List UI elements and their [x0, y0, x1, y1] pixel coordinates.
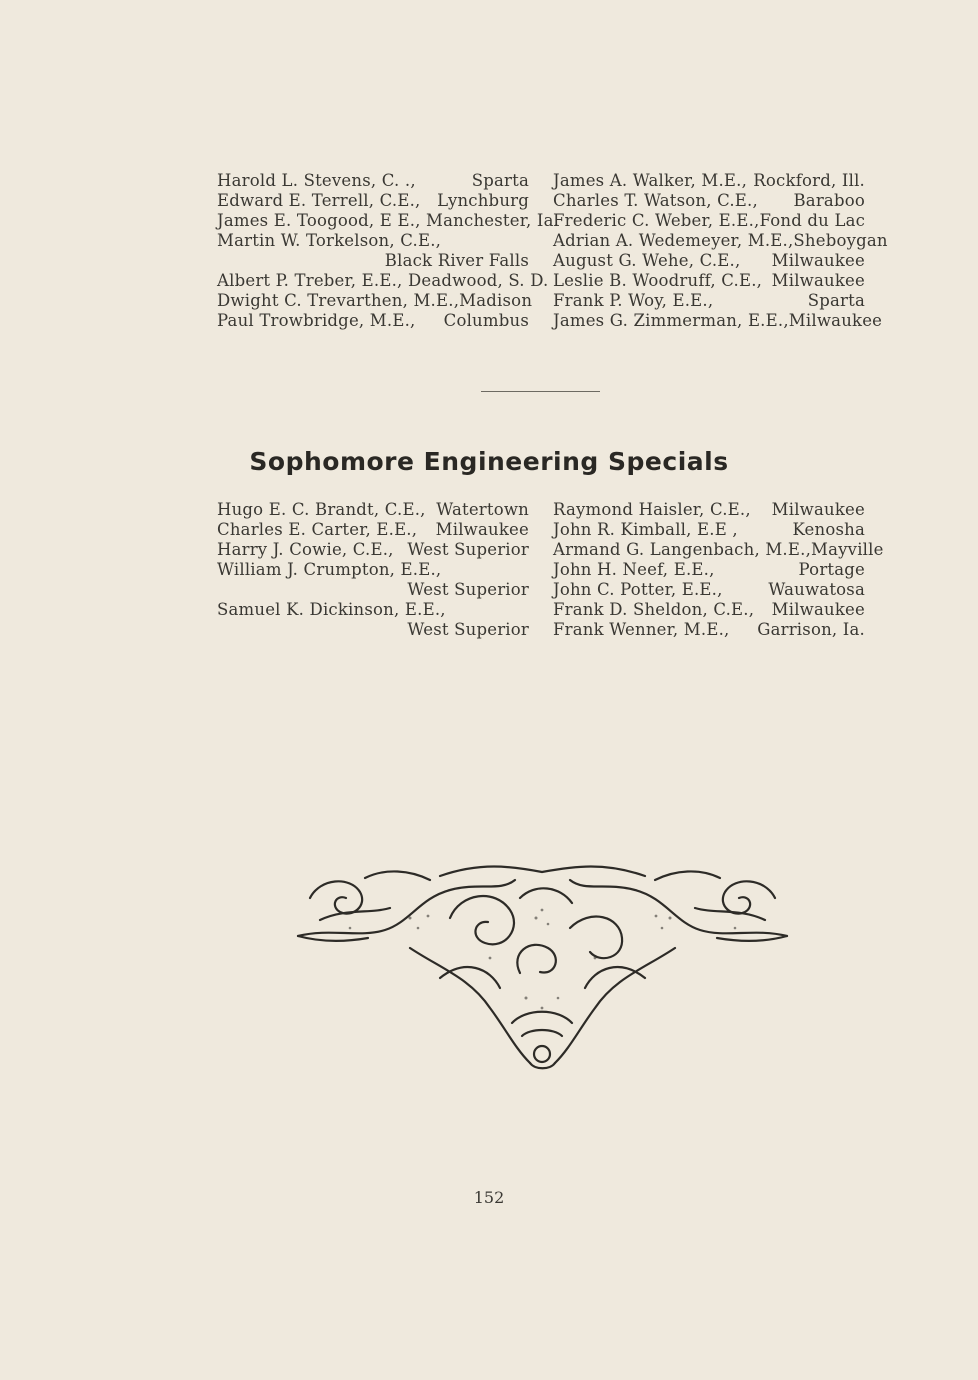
person-name: Frederic C. Weber, E.E.,: [553, 211, 760, 230]
person-name: Frank P. Woy, E.E.,: [553, 291, 714, 310]
person-name: Frank Wenner, M.E.,: [553, 620, 730, 639]
list-item: [217, 580, 529, 600]
person-name: Harold L. Stevens, C. .,: [217, 171, 416, 190]
person-name: Harry J. Cowie, C.E.,: [217, 540, 394, 559]
hometown: Sparta: [471, 171, 529, 190]
person-name: Charles T. Watson, C.E.,: [553, 191, 758, 210]
hometown: Portage: [798, 560, 865, 579]
hometown: Baraboo: [793, 191, 865, 210]
hometown: Sparta: [807, 291, 865, 310]
bottom-right-name-list: [553, 500, 884, 640]
list-item: [217, 311, 529, 331]
hometown: Watertown: [436, 500, 529, 519]
list-item: [217, 500, 529, 520]
list-item: [553, 191, 865, 211]
hometown: Milwaukee: [771, 271, 865, 290]
list-item: [553, 171, 865, 191]
list-item: [217, 251, 529, 271]
person-name: Dwight C. Trevarthen, M.E.,: [217, 291, 460, 310]
list-item: [553, 580, 865, 600]
list-item: [553, 231, 888, 251]
list-item: [217, 620, 529, 640]
list-item: [217, 211, 560, 231]
person-name: Raymond Haisler, C.E.,: [553, 500, 751, 519]
hometown: Kenosha: [792, 520, 865, 539]
hometown: Garrison, Ia.: [757, 620, 865, 639]
person-name: James G. Zimmerman, E.E.,: [553, 311, 789, 330]
person-name: Charles E. Carter, E.E.,: [217, 520, 418, 539]
person-name: John R. Kimball, E.E ,: [553, 520, 738, 539]
section-heading: Sophomore Engineering Specials: [249, 447, 729, 476]
hometown: Rockford, Ill.: [753, 171, 865, 190]
list-item: [553, 600, 865, 620]
list-item: [553, 291, 865, 311]
list-item: [553, 500, 865, 520]
list-item: [553, 560, 865, 580]
hometown: Milwaukee: [771, 500, 865, 519]
person-name: William J. Crumpton, E.E.,: [217, 560, 442, 579]
list-item: [553, 211, 865, 231]
person-name: Armand G. Langenbach, M.E.,: [553, 540, 812, 559]
list-item: [217, 171, 529, 191]
hometown: West Superior: [407, 580, 529, 599]
hometown: Columbus: [443, 311, 529, 330]
person-name: Samuel K. Dickinson, E.E.,: [217, 600, 446, 619]
person-name: Albert P. Treber, E.E., Deadwood, S. D.: [217, 271, 549, 290]
list-item: [217, 291, 533, 311]
hometown: Fond du Lac: [759, 211, 866, 230]
person-name: John H. Neef, E.E.,: [553, 560, 715, 579]
bottom-left-name-list: [217, 500, 529, 640]
list-item: [217, 271, 549, 291]
list-item: [217, 231, 529, 251]
person-name: Paul Trowbridge, M.E.,: [217, 311, 416, 330]
list-item: [217, 560, 529, 580]
person-name: Frank D. Sheldon, C.E.,: [553, 600, 755, 619]
person-name: James E. Toogood, E E., Manchester, Ia.: [217, 211, 560, 230]
page-number: 152: [473, 1188, 505, 1207]
hometown: Black River Falls: [384, 251, 529, 270]
list-item: [553, 251, 865, 271]
hometown: Milwaukee: [771, 600, 865, 619]
hometown: Milwaukee: [435, 520, 529, 539]
person-name: John C. Potter, E.E.,: [553, 580, 723, 599]
list-item: [553, 620, 865, 640]
hometown: West Superior: [407, 620, 529, 639]
hometown: Lynchburg: [437, 191, 529, 210]
list-item: [217, 600, 529, 620]
person-name: James A. Walker, M.E.,: [553, 171, 748, 190]
hometown: Milwaukee: [788, 311, 883, 330]
person-name: Edward E. Terrell, C.E.,: [217, 191, 421, 210]
list-item: [553, 540, 884, 560]
hometown: Sheboygan: [793, 231, 888, 250]
list-item: [553, 271, 865, 291]
hometown: West Superior: [407, 540, 529, 559]
top-left-name-list: [217, 171, 560, 331]
section-divider: [481, 391, 600, 392]
top-right-name-list: [553, 171, 888, 331]
list-item: [553, 520, 865, 540]
person-name: August G. Wehe, C.E.,: [553, 251, 741, 270]
list-item: [217, 540, 529, 560]
person-name: Hugo E. C. Brandt, C.E.,: [217, 500, 426, 519]
list-item: [217, 520, 529, 540]
person-name: Martin W. Torkelson, C.E.,: [217, 231, 442, 250]
foliate-scroll-ornament-icon: [290, 858, 795, 1074]
hometown: Wauwatosa: [768, 580, 865, 599]
hometown: Mayville: [811, 540, 884, 559]
hometown: Milwaukee: [771, 251, 865, 270]
list-item: [217, 191, 529, 211]
person-name: Adrian A. Wedemeyer, M.E.,: [553, 231, 794, 250]
list-item: [553, 311, 883, 331]
person-name: Leslie B. Woodruff, C.E.,: [553, 271, 763, 290]
hometown: Madison: [459, 291, 533, 310]
